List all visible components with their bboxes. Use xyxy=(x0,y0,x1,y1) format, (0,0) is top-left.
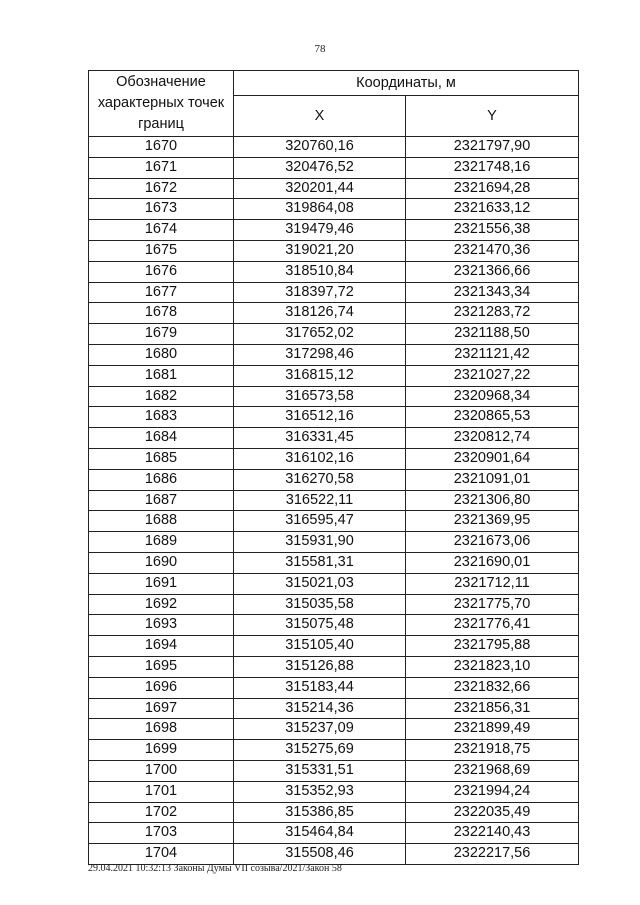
y-coordinate-cell: 2321856,31 xyxy=(406,698,579,719)
table-row xyxy=(89,781,579,802)
table-row xyxy=(89,823,579,844)
point-number-cell: 1673 xyxy=(89,199,234,220)
table-row xyxy=(89,324,579,345)
x-coordinate-cell: 319479,46 xyxy=(234,220,406,241)
y-coordinate-cell: 2321694,28 xyxy=(406,178,579,199)
x-coordinate-cell: 316595,47 xyxy=(234,511,406,532)
table-row xyxy=(89,220,579,241)
point-number-cell: 1670 xyxy=(89,137,234,158)
y-coordinate-cell: 2321343,34 xyxy=(406,282,579,303)
y-coordinate-cell: 2321633,12 xyxy=(406,199,579,220)
table-row xyxy=(89,344,579,365)
point-number-cell: 1686 xyxy=(89,469,234,490)
y-coordinate-cell: 2321673,06 xyxy=(406,532,579,553)
table-row xyxy=(89,240,579,261)
header-row-top xyxy=(89,71,579,96)
point-number-cell: 1675 xyxy=(89,240,234,261)
y-coordinate-cell: 2321899,49 xyxy=(406,719,579,740)
table-row xyxy=(89,490,579,511)
table-row xyxy=(89,740,579,761)
table-row xyxy=(89,677,579,698)
header-designation: Обозначение характерных точек границ xyxy=(89,71,234,137)
point-number-cell: 1701 xyxy=(89,781,234,802)
y-coordinate-cell: 2321823,10 xyxy=(406,656,579,677)
point-number-cell: 1692 xyxy=(89,594,234,615)
table-row xyxy=(89,615,579,636)
x-coordinate-cell: 315352,93 xyxy=(234,781,406,802)
table-row xyxy=(89,199,579,220)
y-coordinate-cell: 2321775,70 xyxy=(406,594,579,615)
table-row xyxy=(89,760,579,781)
point-number-cell: 1678 xyxy=(89,303,234,324)
x-coordinate-cell: 316331,45 xyxy=(234,428,406,449)
table-row xyxy=(89,178,579,199)
y-coordinate-cell: 2320901,64 xyxy=(406,448,579,469)
x-coordinate-cell: 315464,84 xyxy=(234,823,406,844)
table-row xyxy=(89,594,579,615)
table-row xyxy=(89,157,579,178)
table-row xyxy=(89,137,579,158)
point-number-cell: 1671 xyxy=(89,157,234,178)
x-coordinate-cell: 315275,69 xyxy=(234,740,406,761)
table-row xyxy=(89,844,579,865)
table-row xyxy=(89,719,579,740)
y-coordinate-cell: 2321091,01 xyxy=(406,469,579,490)
y-coordinate-cell: 2321918,75 xyxy=(406,740,579,761)
x-coordinate-cell: 316522,11 xyxy=(234,490,406,511)
y-coordinate-cell: 2321832,66 xyxy=(406,677,579,698)
x-coordinate-cell: 316815,12 xyxy=(234,365,406,386)
x-coordinate-cell: 315237,09 xyxy=(234,719,406,740)
point-number-cell: 1702 xyxy=(89,802,234,823)
point-number-cell: 1685 xyxy=(89,448,234,469)
point-number-cell: 1680 xyxy=(89,344,234,365)
x-coordinate-cell: 320760,16 xyxy=(234,137,406,158)
footer-stamp: 29.04.2021 10:32:13 Законы Думы VII созыва/2021/Закон 58 xyxy=(88,863,342,874)
table-body xyxy=(89,137,579,865)
point-number-cell: 1704 xyxy=(89,844,234,865)
x-coordinate-cell: 315126,88 xyxy=(234,656,406,677)
point-number-cell: 1696 xyxy=(89,677,234,698)
x-coordinate-cell: 320476,52 xyxy=(234,157,406,178)
point-number-cell: 1691 xyxy=(89,573,234,594)
point-number-cell: 1676 xyxy=(89,261,234,282)
x-coordinate-cell: 315214,36 xyxy=(234,698,406,719)
table-row xyxy=(89,656,579,677)
y-coordinate-cell: 2320968,34 xyxy=(406,386,579,407)
point-number-cell: 1683 xyxy=(89,407,234,428)
point-number-cell: 1689 xyxy=(89,532,234,553)
x-coordinate-cell: 315075,48 xyxy=(234,615,406,636)
y-coordinate-cell: 2321556,38 xyxy=(406,220,579,241)
y-coordinate-cell: 2321712,11 xyxy=(406,573,579,594)
point-number-cell: 1681 xyxy=(89,365,234,386)
table-row xyxy=(89,698,579,719)
table-row xyxy=(89,469,579,490)
point-number-cell: 1684 xyxy=(89,428,234,449)
point-number-cell: 1703 xyxy=(89,823,234,844)
point-number-cell: 1688 xyxy=(89,511,234,532)
y-coordinate-cell: 2321470,36 xyxy=(406,240,579,261)
x-coordinate-cell: 315035,58 xyxy=(234,594,406,615)
x-coordinate-cell: 317298,46 xyxy=(234,344,406,365)
y-coordinate-cell: 2321994,24 xyxy=(406,781,579,802)
table-header xyxy=(89,71,579,137)
x-coordinate-cell: 318510,84 xyxy=(234,261,406,282)
x-coordinate-cell: 319021,20 xyxy=(234,240,406,261)
y-coordinate-cell: 2320812,74 xyxy=(406,428,579,449)
x-coordinate-cell: 318126,74 xyxy=(234,303,406,324)
y-coordinate-cell: 2321283,72 xyxy=(406,303,579,324)
y-coordinate-cell: 2321748,16 xyxy=(406,157,579,178)
x-coordinate-cell: 320201,44 xyxy=(234,178,406,199)
y-coordinate-cell: 2321188,50 xyxy=(406,324,579,345)
table-row xyxy=(89,261,579,282)
table-row xyxy=(89,407,579,428)
point-number-cell: 1698 xyxy=(89,719,234,740)
x-coordinate-cell: 315931,90 xyxy=(234,532,406,553)
x-coordinate-cell: 315105,40 xyxy=(234,636,406,657)
y-coordinate-cell: 2321776,41 xyxy=(406,615,579,636)
x-coordinate-cell: 316512,16 xyxy=(234,407,406,428)
x-coordinate-cell: 318397,72 xyxy=(234,282,406,303)
point-number-cell: 1699 xyxy=(89,740,234,761)
y-coordinate-cell: 2322035,49 xyxy=(406,802,579,823)
y-coordinate-cell: 2321968,69 xyxy=(406,760,579,781)
y-coordinate-cell: 2321366,66 xyxy=(406,261,579,282)
point-number-cell: 1679 xyxy=(89,324,234,345)
y-coordinate-cell: 2320865,53 xyxy=(406,407,579,428)
table-row xyxy=(89,386,579,407)
x-coordinate-cell: 316270,58 xyxy=(234,469,406,490)
point-number-cell: 1672 xyxy=(89,178,234,199)
y-coordinate-cell: 2321795,88 xyxy=(406,636,579,657)
point-number-cell: 1693 xyxy=(89,615,234,636)
y-coordinate-cell: 2322217,56 xyxy=(406,844,579,865)
header-y: Y xyxy=(406,96,579,137)
table-row xyxy=(89,428,579,449)
table-row xyxy=(89,448,579,469)
x-coordinate-cell: 315581,31 xyxy=(234,552,406,573)
table-row xyxy=(89,573,579,594)
table-row xyxy=(89,282,579,303)
point-number-cell: 1700 xyxy=(89,760,234,781)
x-coordinate-cell: 319864,08 xyxy=(234,199,406,220)
point-number-cell: 1687 xyxy=(89,490,234,511)
page-number: 78 xyxy=(314,43,326,55)
point-number-cell: 1690 xyxy=(89,552,234,573)
x-coordinate-cell: 315331,51 xyxy=(234,760,406,781)
x-coordinate-cell: 315021,03 xyxy=(234,573,406,594)
y-coordinate-cell: 2321306,80 xyxy=(406,490,579,511)
x-coordinate-cell: 317652,02 xyxy=(234,324,406,345)
header-coordinates: Координаты, м xyxy=(234,71,579,96)
table-row xyxy=(89,636,579,657)
point-number-cell: 1697 xyxy=(89,698,234,719)
y-coordinate-cell: 2321797,90 xyxy=(406,137,579,158)
table-row xyxy=(89,802,579,823)
x-coordinate-cell: 315386,85 xyxy=(234,802,406,823)
table-row xyxy=(89,552,579,573)
y-coordinate-cell: 2321690,01 xyxy=(406,552,579,573)
point-number-cell: 1682 xyxy=(89,386,234,407)
y-coordinate-cell: 2322140,43 xyxy=(406,823,579,844)
x-coordinate-cell: 315508,46 xyxy=(234,844,406,865)
x-coordinate-cell: 315183,44 xyxy=(234,677,406,698)
point-number-cell: 1677 xyxy=(89,282,234,303)
x-coordinate-cell: 316573,58 xyxy=(234,386,406,407)
x-coordinate-cell: 316102,16 xyxy=(234,448,406,469)
point-number-cell: 1694 xyxy=(89,636,234,657)
coordinates-table xyxy=(88,70,579,865)
y-coordinate-cell: 2321121,42 xyxy=(406,344,579,365)
header-x: X xyxy=(234,96,406,137)
table-row xyxy=(89,511,579,532)
point-number-cell: 1695 xyxy=(89,656,234,677)
table-row xyxy=(89,303,579,324)
y-coordinate-cell: 2321369,95 xyxy=(406,511,579,532)
y-coordinate-cell: 2321027,22 xyxy=(406,365,579,386)
table-row xyxy=(89,365,579,386)
table-row xyxy=(89,532,579,553)
point-number-cell: 1674 xyxy=(89,220,234,241)
